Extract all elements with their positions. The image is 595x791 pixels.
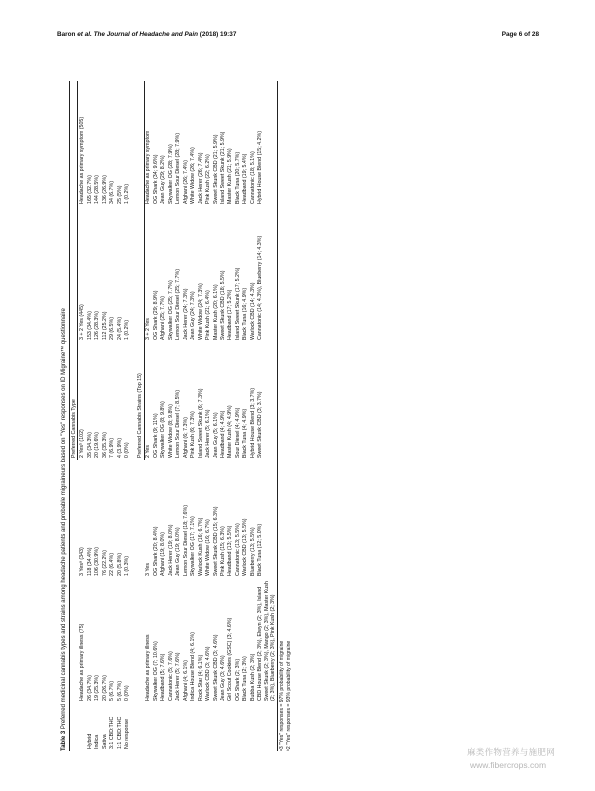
col-head: 3 + 2 Yes (445)	[79, 304, 86, 340]
row-label: 3:1 CBD:THC	[109, 716, 116, 749]
table-cell: Skywalker OG (7; 10.6%)	[152, 641, 159, 701]
table-cell: 26 (34.7%)	[86, 675, 93, 701]
table-cell: 36 (35.3%)	[101, 432, 108, 458]
col-head: 2 Yesᵇ (102)	[79, 429, 86, 458]
table-label: Table 3	[61, 730, 67, 751]
table-row	[101, 81, 108, 751]
table-cell: Afghani (4; 6.1%)	[182, 660, 189, 701]
table-cell: Jean Guy (5; 6.1%)	[212, 412, 219, 458]
table-row	[167, 81, 174, 751]
table-row	[152, 81, 159, 751]
table-cell: Rock Star (4; 6.1%)	[197, 654, 204, 701]
table-row	[257, 81, 277, 751]
table-cell: Lemon Sour Diesel (25; 7.7%)	[175, 269, 182, 340]
strain-head-row	[136, 81, 144, 751]
table-cell: 1 (0.2%)	[123, 183, 130, 204]
watermark-cn: 麻类作物营养与施肥网	[467, 747, 556, 757]
table-cell: CBD House Blend (2; 3%), Elwyn (2; 3%), Island Sweet Skunk (2; 3%), Mango (2; 3%), Master Kush (2; 3%), Blueberry (2; 3%), Pink Kush (2; 3%)	[257, 581, 276, 701]
table-cell: OG Shark (9; 11%)	[152, 413, 159, 458]
table-cell: White Widow (8; 9.8%)	[167, 404, 174, 458]
col-head: Headache as primary symptom	[145, 130, 152, 204]
table-cell: 24 (5.4%)	[116, 317, 123, 340]
table-cell: Sweet Skunk CBD (3; 4.6%)	[212, 634, 219, 701]
table-cell: Black Tuna (12; 5.0%)	[257, 523, 264, 576]
table-cell: Jean Guy (3; 4.6%)	[219, 655, 226, 701]
table-row	[249, 81, 256, 751]
table-cell: Headband (13; 5.5%)	[227, 525, 234, 576]
table-cell: Black Tuna (20; 5.7%)	[234, 151, 241, 204]
table-cell: 126 (28.3%)	[94, 311, 101, 340]
table-cell: Headband (19; 5.4%)	[242, 153, 249, 204]
table-cell: Black Tuna (2; 3%)	[242, 656, 249, 701]
table-cell: White Widow (24; 7.3%)	[197, 283, 204, 340]
table-cell: Afghani (25; 7.7%)	[160, 296, 167, 340]
bottom-rule	[277, 81, 278, 751]
table-cell: 5 (6.7%)	[109, 680, 116, 701]
table-cell: 29 (6.5%)	[109, 317, 116, 340]
col-head: 3 + 2 Yes	[145, 318, 152, 340]
watermark-url: www.fibercrops.com	[470, 760, 547, 770]
table-cell: Island Sweet Skunk (17; 5.2%)	[234, 267, 241, 340]
pref-type-head-row	[70, 81, 78, 751]
page-number: Page 6 of 28	[501, 31, 539, 38]
table-cell: 153 (34.4%)	[86, 311, 93, 340]
table-caption	[60, 81, 69, 751]
table-cell: Sweet Skunk CBD (15; 6.3%)	[212, 506, 219, 576]
table-row	[197, 81, 204, 751]
table-row	[86, 81, 93, 751]
table-cell: Sour Diesel (4; 4.9%)	[234, 407, 241, 458]
cannabis-table	[70, 81, 277, 751]
table-cell: 25 (5%)	[116, 185, 123, 204]
table-cell: Island Sweet Skunk (21; 5.9%)	[219, 131, 226, 204]
table-cell: Afghani (19; 8.0%)	[160, 532, 167, 576]
footnote-b: ᵇ2 "Yes" responses = 93% probability of migraine	[286, 640, 293, 751]
table-cell: Sweet Skunk CBD (3; 3.7%)	[257, 391, 264, 458]
table-cell: Skywalker OG (25; 7.7%)	[167, 280, 174, 340]
table-cell: 1 (0.3%)	[123, 555, 130, 576]
table-cell: OG Shark (29; 8.9%)	[152, 290, 159, 340]
col-head: 2 Yes	[145, 445, 152, 458]
table-cell: Pink Kush (21; 6.4%)	[205, 290, 212, 340]
table-row	[242, 81, 249, 751]
footnote-a: ᵃ3 "Yes" responses = 97% probability of migraine	[278, 640, 285, 751]
table-cell: 136 (26.9%)	[101, 175, 108, 204]
row-label: Sativa	[101, 734, 108, 749]
table-cell: Skywalker OG (17; 7.1%)	[190, 516, 197, 576]
table-cell: Headband (5; 7.6%)	[160, 653, 167, 701]
table-cell: Warlock CBD (14; 4.3%)	[249, 282, 256, 340]
table-cell: Pink Kush (15; 6.3%)	[219, 526, 226, 576]
table-caption-text: Preferred medicinal cannabis types and strains among headache patients and probable migraineurs based on "Yes" responses on ID Migraine™ questionnaire	[61, 308, 67, 730]
table-cell: Master Kush (21; 5.9%)	[227, 148, 234, 204]
table-cell: Afghani (6; 7.3%)	[182, 417, 189, 458]
table-cell: Master Kush (4; 4.9%)	[227, 405, 234, 458]
table-row	[234, 81, 241, 751]
row-label: No response	[123, 718, 130, 749]
row-label: Hybrid	[86, 733, 93, 749]
table-row	[189, 81, 196, 751]
table-cell: Afghani (26; 7.4%)	[182, 160, 189, 204]
table-cell: White Widow (26; 7.4%)	[190, 147, 197, 204]
table-row	[227, 81, 234, 751]
type-col-row	[78, 81, 86, 751]
table-cell: Jack Herer (26; 7.4%)	[197, 152, 204, 204]
table-row	[219, 81, 226, 751]
table-cell: Sweet Skunk CBD (21; 5.9%)	[212, 134, 219, 204]
strain-col-row	[144, 81, 152, 751]
table-cell: 5 (6.7%)	[116, 680, 123, 701]
table-cell: 22 (6.4%)	[109, 553, 116, 576]
header-journal: The Journal of Headache and Pain	[93, 31, 199, 38]
table-cell: Master Kush (20; 6.1%)	[212, 284, 219, 340]
table-row	[174, 81, 181, 751]
table-cell: 35 (34.3%)	[86, 432, 93, 458]
table-cell: Skywalker OG (8; 9.8%)	[160, 401, 167, 458]
table-cell: Jack Herer (5; 6.1%)	[205, 409, 212, 458]
table-cell: Cannatonic (18; 5.1%)	[249, 151, 256, 204]
table-cell: Jack Herer (5; 7.6%)	[175, 652, 182, 701]
table-cell: OG Shark (2; 3%)	[234, 658, 241, 701]
table-cell: Cannatonic (14; 4.3%), Blueberry (14; 4.3%)	[257, 235, 264, 340]
table-cell: 20 (5.8%)	[116, 553, 123, 576]
table-cell: Cannatonic (5; 7.6%)	[167, 651, 174, 701]
col-head: 3 Yes	[144, 563, 151, 576]
col-head: Headache as primary illness	[144, 634, 151, 701]
table-cell: 118 (34.4%)	[86, 547, 93, 576]
table-cell: Headband (4; 4.9%)	[219, 410, 226, 458]
table-row	[123, 81, 130, 751]
table-cell: Lemon Sour Diesel (28; 7.9%)	[175, 133, 182, 204]
table-cell: 1 (0.2%)	[123, 319, 130, 340]
table-cell: White Widow (16; 6.7%)	[205, 519, 212, 576]
table-cell: Jack Herer (24; 7.3%)	[182, 288, 189, 340]
table-cell: Sweet Skunk CBD (18; 5.5%)	[219, 270, 226, 340]
table-row	[108, 81, 115, 751]
col-head: 3 Yesᵃ (343)	[78, 547, 85, 576]
strain-head: Preferred Cannabis Strains (Top 15)	[136, 81, 144, 460]
table-cell: Pink Kush (6; 7.3%)	[190, 411, 197, 458]
table-row	[116, 81, 123, 751]
table-cell: OG Shark (20; 8.4%)	[152, 526, 159, 576]
table-cell: 34 (6.7%)	[109, 181, 116, 204]
table-cell: Black Tuna (4; 4.9%)	[242, 408, 249, 458]
col-head: Headache as primary illness (75)	[78, 623, 85, 701]
table-cell: Black Tuna (16; 4.9%)	[242, 287, 249, 340]
table-cell: 4 (3.9%)	[116, 437, 123, 458]
table-cell: 7 (6.9%)	[109, 437, 116, 458]
table-cell: Lemon Sour Diesel (18; 7.6%)	[182, 505, 189, 576]
table-row	[182, 81, 189, 751]
table-cell: 0 (0%)	[123, 685, 130, 701]
table-cell: Jean Guy (24; 7.3%)	[190, 291, 197, 340]
table-cell: Lemon Sour Diesel (7; 8.5%)	[175, 389, 182, 458]
table-cell: Girl Scout Cookies (GSC) (3; 4.6%)	[227, 617, 234, 701]
table-cell: 106 (30.9%)	[94, 547, 101, 576]
table-cell: 19 (25.3%)	[94, 675, 101, 701]
table-cell: Blueberry (13; 5.5%)	[249, 527, 256, 576]
table-row	[212, 81, 219, 751]
table-row	[93, 81, 100, 751]
table-cell: Jack Herer (19; 8.0%)	[167, 524, 174, 576]
header-authors: Baron	[57, 31, 76, 38]
table-row	[204, 81, 211, 751]
rotated-table-block	[60, 81, 500, 751]
table-cell: Hybrid House Blend (3; 3.7%)	[249, 387, 256, 458]
table-cell: 20 (19.6%)	[94, 432, 101, 458]
header-year: (2018) 19:37	[199, 31, 237, 38]
table-cell: Indica House Blend (4; 6.1%)	[190, 632, 197, 701]
running-header	[57, 31, 236, 38]
header-etal: et al.	[77, 31, 92, 38]
table-cell: Jean Guy (29; 8.2%)	[160, 155, 167, 204]
table-cell: 0 (0%)	[123, 442, 130, 458]
table-cell: 76 (22.2%)	[101, 550, 108, 576]
table-cell: OG Shark (34; 9.6%)	[152, 154, 159, 204]
row-label: 1:1 CBD:THC	[116, 716, 123, 749]
table-cell: Island Sweet Skunk (6; 7.3%)	[197, 388, 204, 458]
table-cell: Skywalker OG (28; 7.9%)	[167, 144, 174, 204]
table-cell: Warlock CBD (3; 4.6%)	[205, 646, 212, 701]
table-cell: Pink Kush (22; 6.2%)	[205, 154, 212, 204]
table-cell: Headband (17; 5.2%)	[227, 289, 234, 340]
table-cell: Hybrid House Blend (15; 4.2%)	[257, 130, 264, 204]
pref-type-head: Preferred Cannabis Type	[70, 81, 78, 460]
col-head: Headache as primary symptom (505)	[79, 116, 86, 204]
table-cell: Bubba Kush (2; 3%)	[249, 653, 256, 701]
table-cell: Warlock Kush (16; 6.7%)	[197, 517, 204, 576]
table-cell: 20 (26.7%)	[101, 675, 108, 701]
table-cell: Cannatonic (13; 5.5%)	[234, 523, 241, 576]
table-cell: Warlock CBD (13; 5.5%)	[242, 518, 249, 576]
table-cell: 144 (28.5%)	[94, 175, 101, 204]
table-cell: Jean Guy (19; 8.0%)	[175, 527, 182, 576]
table-cell: 112 (25.2%)	[101, 311, 108, 340]
row-label: Indica	[94, 734, 101, 749]
table-cell: 165 (32.7%)	[86, 175, 93, 204]
table-row	[160, 81, 167, 751]
